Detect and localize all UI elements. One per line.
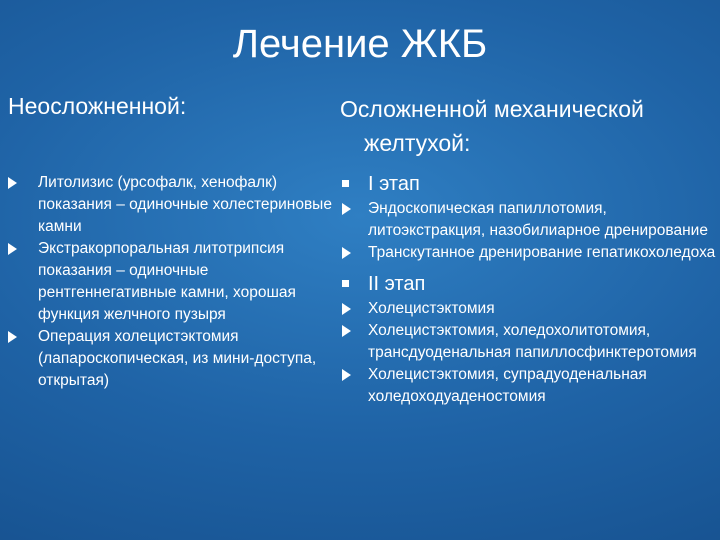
arrow-bullet-icon bbox=[342, 325, 351, 337]
arrow-bullet-icon bbox=[8, 243, 17, 255]
left-heading: Неосложненной: bbox=[8, 93, 187, 119]
stage-1-item: I этап bbox=[338, 170, 718, 198]
left-bullet-list bbox=[8, 172, 336, 392]
list-item: Эндоскопическая папиллотомия, литоэкстракция, назобилиарное дренирование bbox=[338, 198, 718, 242]
square-bullet-icon bbox=[342, 180, 349, 187]
arrow-bullet-icon bbox=[8, 331, 17, 343]
list-item: Транскутанное дренирование гепатикохоледоха bbox=[338, 242, 718, 264]
right-heading bbox=[340, 92, 720, 160]
list-item: Операция холецистэктомия (лапароскопическая, из мини-доступа, открытая) bbox=[8, 326, 336, 392]
arrow-bullet-icon bbox=[342, 369, 351, 381]
right-heading-line1: Осложненной механической bbox=[340, 96, 644, 122]
list-item: Холецистэктомия, холедохолитотомия, трансдуоденальная папиллосфинктеротомия bbox=[338, 320, 718, 364]
list-item: Холецистэктомия bbox=[338, 298, 718, 320]
stage-2-item: II этап bbox=[338, 270, 718, 298]
arrow-bullet-icon bbox=[8, 177, 17, 189]
right-bullet-list bbox=[338, 170, 718, 408]
list-item: Литолизис (урсофалк, хенофалк) показания – одиночные холестериновые камни bbox=[8, 172, 336, 238]
list-item: Экстракорпоральная литотрипсия показания – одиночные рентгеннегативные камни, хорошая функция желчного пузыря bbox=[8, 238, 336, 326]
right-heading-line2: желтухой: bbox=[364, 130, 471, 156]
list-item: Холецистэктомия, супрадуоденальная холедоходуаденостомия bbox=[338, 364, 718, 408]
arrow-bullet-icon bbox=[342, 247, 351, 259]
arrow-bullet-icon bbox=[342, 203, 351, 215]
arrow-bullet-icon bbox=[342, 303, 351, 315]
square-bullet-icon bbox=[342, 280, 349, 287]
slide-title: Лечение ЖКБ bbox=[232, 22, 488, 66]
